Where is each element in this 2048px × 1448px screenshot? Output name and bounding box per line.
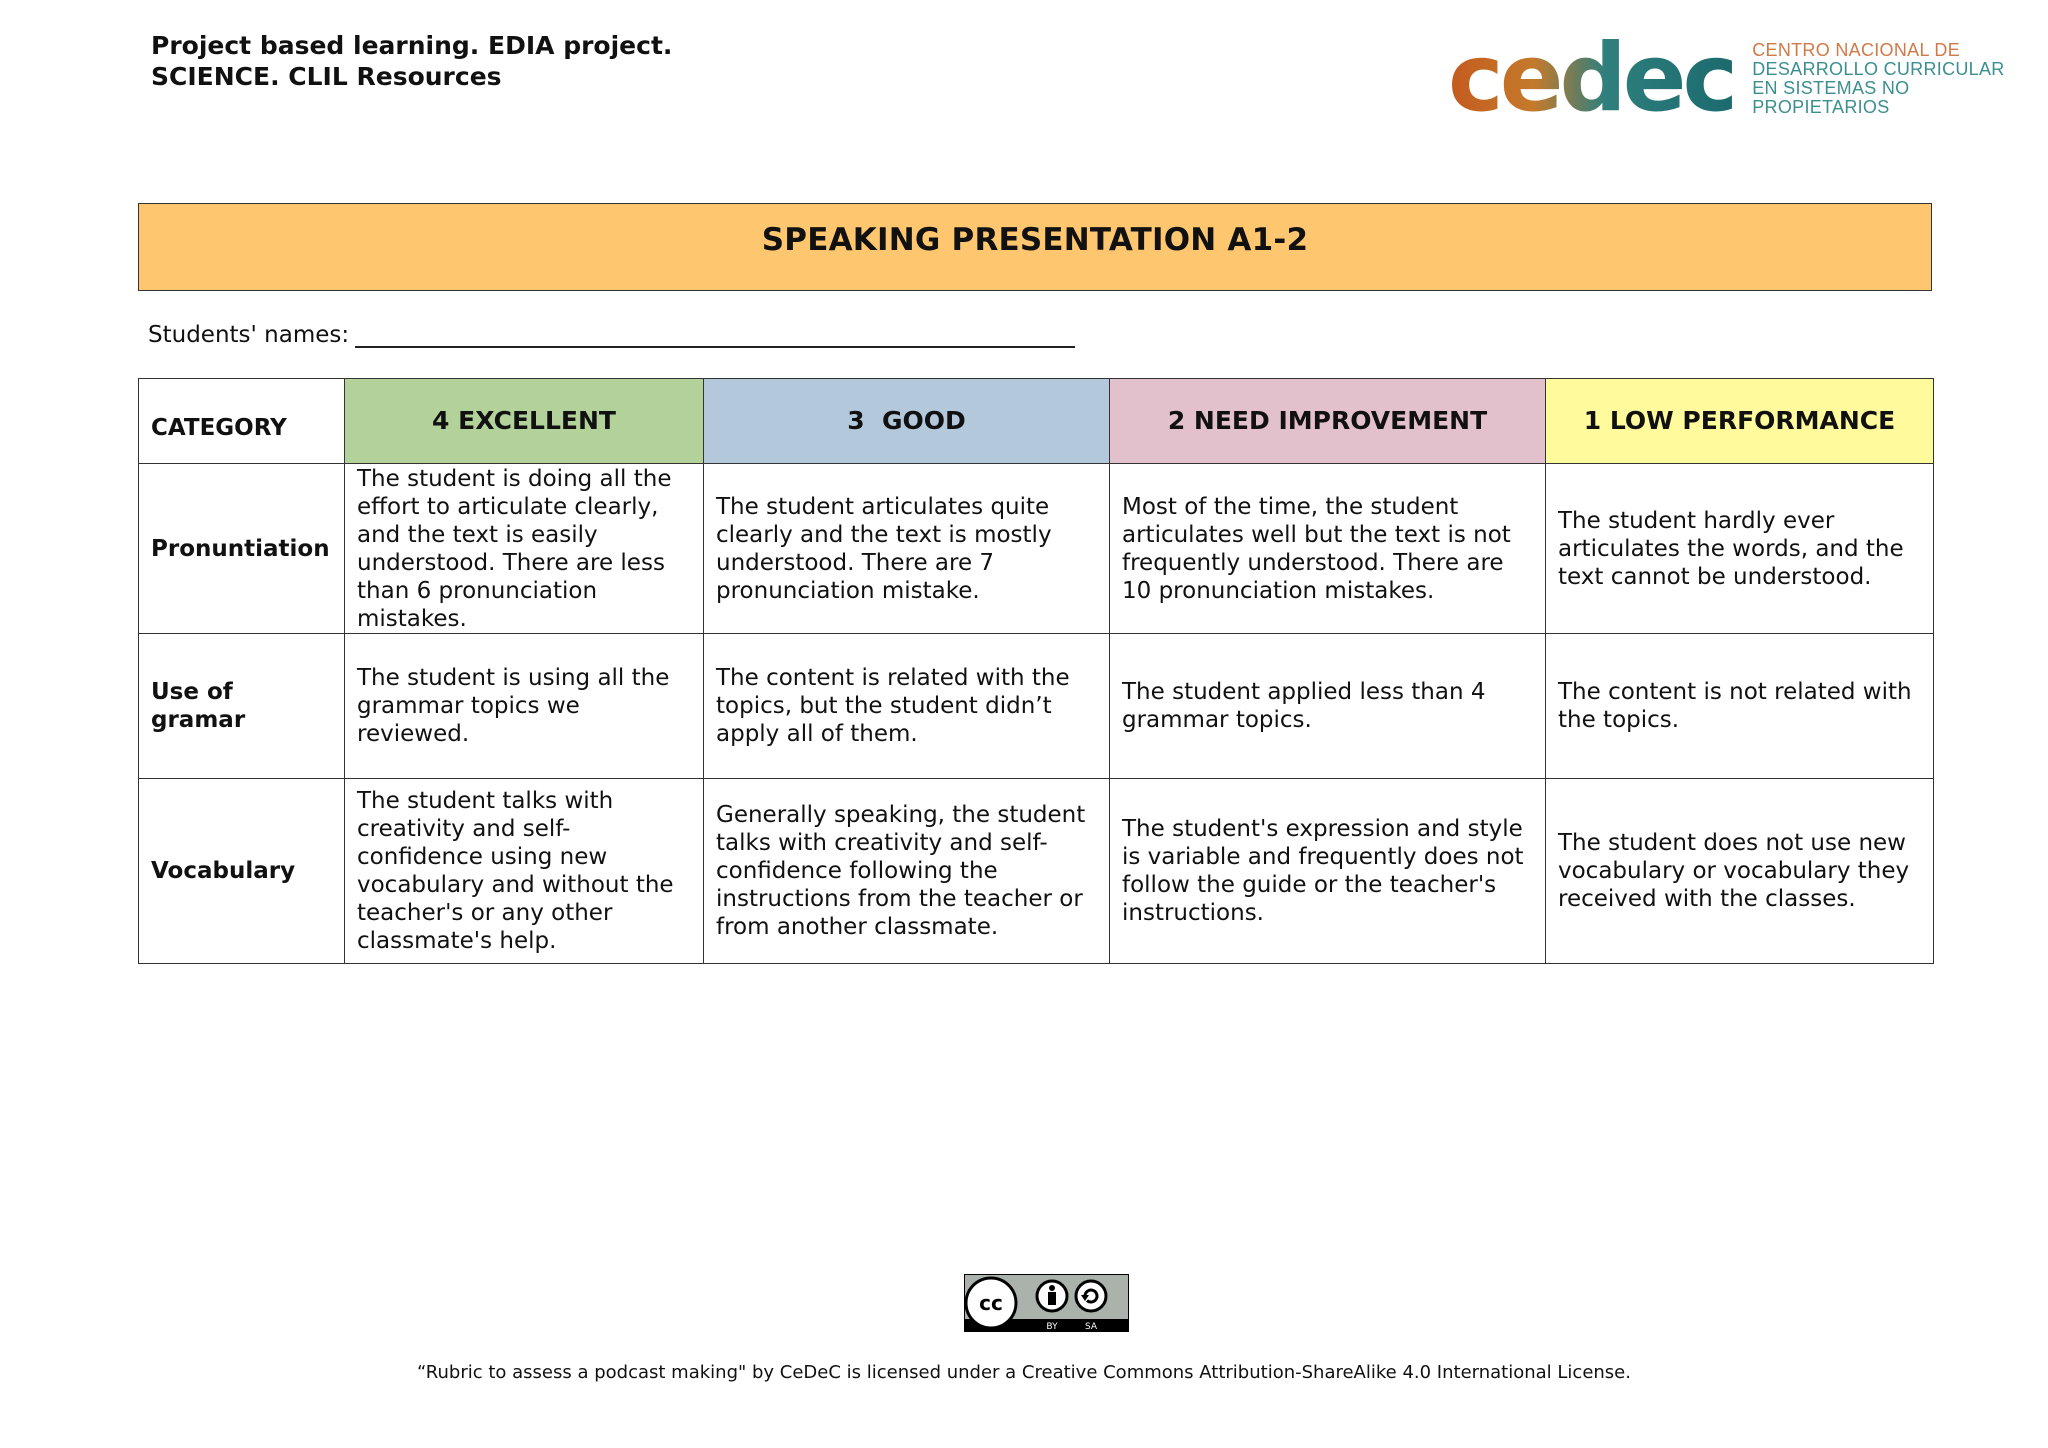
logo-subtitle	[1752, 41, 2048, 117]
title-banner	[138, 203, 1932, 291]
header-category: CATEGORY	[139, 379, 345, 464]
logo-subtitle-line-3: EN SISTEMAS NO PROPIETARIOS	[1752, 78, 1910, 117]
header-line-1: Project based learning. EDIA project.	[151, 31, 673, 60]
cc-by-sa-badge[interactable]	[964, 1274, 1129, 1332]
rubric-table	[138, 378, 1934, 964]
header-excellent: 4 EXCELLENT	[345, 379, 704, 464]
license-notice: “Rubric to assess a podcast making" by CeDeC is licensed under a Creative Commons Attribution-ShareAlike 4.0 International License.	[417, 1362, 1631, 1383]
row-category: Use of gramar	[139, 634, 345, 779]
students-names-label: Students' names:	[148, 322, 350, 348]
header-low-performance: 1 LOW PERFORMANCE	[1546, 379, 1934, 464]
students-names-row	[148, 322, 1075, 348]
logo-subtitle-line-2: DESARROLLO CURRICULAR	[1752, 59, 2005, 79]
table-cell: Most of the time, the student articulates well but the text is not frequently understood. There are 10 pronunciation mistakes.	[1110, 464, 1546, 634]
table-cell: The student talks with creativity and self-confidence using new vocabulary and without the teacher's or any other classmate's help.	[345, 779, 704, 964]
table-cell: Generally speaking, the student talks with creativity and self-confidence following the instructions from the teacher or from another classmate.	[704, 779, 1110, 964]
table-row-pronunciation	[139, 464, 1934, 634]
cc-logo-icon	[966, 1278, 1016, 1328]
table-cell: The content is related with the topics, but the student didn’t apply all of them.	[704, 634, 1110, 779]
table-cell: The student articulates quite clearly and the text is mostly understood. There are 7 pronunciation mistake.	[704, 464, 1110, 634]
header-need-improvement: 2 NEED IMPROVEMENT	[1110, 379, 1546, 464]
by-label: BY	[1046, 1322, 1058, 1332]
table-cell: The content is not related with the topics.	[1546, 634, 1934, 779]
svg-text:cc: cc	[979, 1291, 1003, 1315]
logo-subtitle-line-1: CENTRO NACIONAL DE	[1752, 40, 1960, 60]
document-header	[151, 30, 672, 92]
rubric-header-row	[139, 379, 1934, 464]
row-category: Pronuntiation	[139, 464, 345, 634]
share-alike-icon	[1076, 1281, 1106, 1311]
sa-label: SA	[1084, 1322, 1098, 1332]
table-cell: The student is doing all the effort to articulate clearly, and the text is easily understood. There are less than 6 pronunciation mistakes.	[345, 464, 704, 634]
table-row-grammar	[139, 634, 1934, 779]
table-cell: The student is using all the grammar topics we reviewed.	[345, 634, 704, 779]
header-good: 3 GOOD	[704, 379, 1110, 464]
attribution-icon	[1037, 1281, 1067, 1311]
table-row-vocabulary	[139, 779, 1934, 964]
page-title: SPEAKING PRESENTATION A1-2	[761, 222, 1309, 258]
table-cell: The student hardly ever articulates the words, and the text cannot be understood.	[1546, 464, 1934, 634]
table-cell: The student applied less than 4 grammar topics.	[1110, 634, 1546, 779]
students-names-blank-line[interactable]	[355, 322, 1075, 348]
logo-wordmark: cedec	[1448, 24, 1735, 133]
table-cell: The student does not use new vocabulary or vocabulary they received with the classes.	[1546, 779, 1934, 964]
table-cell: The student's expression and style is variable and frequently does not follow the guide or the teacher's instructions.	[1110, 779, 1546, 964]
row-category: Vocabulary	[139, 779, 345, 964]
cedec-logo	[1448, 24, 2048, 133]
header-line-2: SCIENCE. CLIL Resources	[151, 62, 502, 91]
